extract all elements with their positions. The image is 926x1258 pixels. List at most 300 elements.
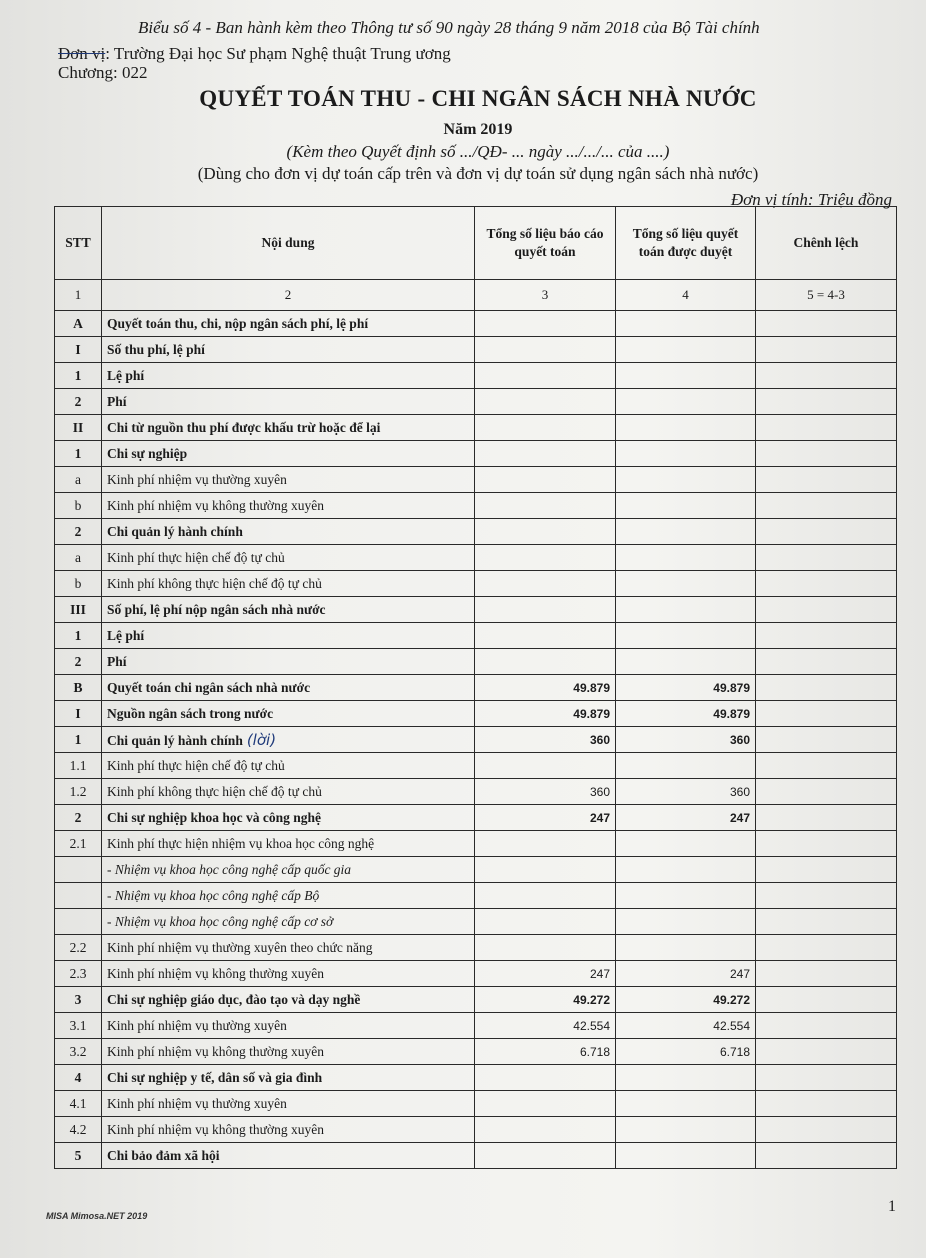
row-reported-value — [475, 467, 616, 493]
row-reported-value — [475, 701, 616, 727]
row-content — [102, 779, 475, 805]
row-stt-text: 1 — [74, 627, 82, 643]
row-reported-value — [475, 805, 616, 831]
row-content-text: Số phí, lệ phí nộp ngân sách nhà nước — [107, 601, 326, 617]
row-content-text: Quyết toán thu, chi, nộp ngân sách phí, lệ phí — [107, 315, 369, 331]
row-reported-value — [475, 415, 616, 441]
row-stt — [55, 571, 102, 597]
row-approved-value — [616, 779, 756, 805]
row-approved-value — [616, 805, 756, 831]
table-row — [55, 415, 897, 441]
column-index: 3 — [475, 280, 616, 311]
row-content-text: - Nhiệm vụ khoa học công nghệ cấp cơ sở — [107, 913, 334, 929]
row-content — [102, 675, 475, 701]
row-approved-value-text: 360 — [729, 732, 750, 747]
row-stt-text: b — [74, 575, 82, 591]
col-header-approved: Tổng số liệu quyết toán được duyệt — [616, 207, 756, 280]
row-stt-text: III — [70, 601, 86, 617]
table-row — [55, 389, 897, 415]
row-content — [102, 805, 475, 831]
row-approved-value — [616, 1013, 756, 1039]
row-stt — [55, 597, 102, 623]
table-row — [55, 1039, 897, 1065]
row-content — [102, 311, 475, 337]
row-reported-value-text: 247 — [589, 810, 610, 825]
row-content — [102, 909, 475, 935]
row-approved-value-text: 360 — [729, 784, 750, 799]
row-content — [102, 363, 475, 389]
row-content-text: Kinh phí nhiệm vụ không thường xuyên — [107, 1043, 324, 1059]
row-content-text: Chi sự nghiệp y tế, dân số và gia đình — [107, 1069, 323, 1085]
row-approved-value-text: 247 — [729, 966, 750, 981]
row-stt — [55, 779, 102, 805]
row-difference-value — [756, 753, 897, 779]
row-content-text: Chi quản lý hành chính — [107, 732, 243, 748]
row-difference-value — [756, 1143, 897, 1169]
row-reported-value — [475, 623, 616, 649]
row-approved-value — [616, 1039, 756, 1065]
col-header-content: Nội dung — [102, 207, 475, 280]
column-index: 4 — [616, 280, 756, 311]
row-content-text: Chi sự nghiệp — [107, 445, 188, 461]
row-reported-value — [475, 831, 616, 857]
row-content — [102, 857, 475, 883]
table-row — [55, 831, 897, 857]
row-content — [102, 519, 475, 545]
row-stt-text: 4.2 — [69, 1121, 87, 1137]
table-row — [55, 363, 897, 389]
row-reported-value — [475, 441, 616, 467]
row-content-text: Phí — [107, 653, 127, 669]
row-stt — [55, 415, 102, 441]
row-reported-value — [475, 909, 616, 935]
row-content — [102, 961, 475, 987]
table-row — [55, 701, 897, 727]
row-approved-value — [616, 623, 756, 649]
row-stt-text: 1 — [74, 445, 82, 461]
unit-name: : Trường Đại học Sư phạm Nghệ thuật Trung ương — [105, 44, 451, 63]
row-stt — [55, 805, 102, 831]
row-difference-value — [756, 519, 897, 545]
row-content — [102, 545, 475, 571]
row-stt — [55, 311, 102, 337]
row-content — [102, 389, 475, 415]
row-content-text: Kinh phí thực hiện nhiệm vụ khoa học công nghệ — [107, 835, 375, 851]
row-stt — [55, 493, 102, 519]
row-stt — [55, 909, 102, 935]
row-stt-text: 3.1 — [69, 1017, 87, 1033]
row-content — [102, 337, 475, 363]
row-difference-value — [756, 1013, 897, 1039]
row-approved-value — [616, 1143, 756, 1169]
row-stt — [55, 961, 102, 987]
row-reported-value — [475, 987, 616, 1013]
row-content-text: Chi bảo đảm xã hội — [107, 1147, 220, 1163]
row-stt — [55, 389, 102, 415]
row-content — [102, 415, 475, 441]
row-difference-value — [756, 961, 897, 987]
col-header-difference: Chênh lệch — [756, 207, 897, 280]
row-approved-value — [616, 389, 756, 415]
row-content-text: Chi sự nghiệp khoa học và công nghệ — [107, 809, 322, 825]
row-reported-value — [475, 597, 616, 623]
row-approved-value-text: 42.554 — [713, 1018, 750, 1033]
row-reported-value — [475, 961, 616, 987]
row-content — [102, 1091, 475, 1117]
row-approved-value — [616, 363, 756, 389]
currency-unit: Đơn vị tính: Triệu đồng — [730, 190, 892, 209]
row-reported-value — [475, 1091, 616, 1117]
row-content — [102, 1065, 475, 1091]
row-content — [102, 441, 475, 467]
row-difference-value — [756, 883, 897, 909]
row-content-text: Quyết toán chi ngân sách nhà nước — [107, 679, 311, 695]
row-reported-value — [475, 519, 616, 545]
row-approved-value-text: 49.879 — [713, 680, 750, 695]
row-difference-value — [756, 1039, 897, 1065]
row-content-text: - Nhiệm vụ khoa học công nghệ cấp Bộ — [107, 887, 320, 903]
table-row — [55, 1143, 897, 1169]
row-content — [102, 883, 475, 909]
row-approved-value-text: 49.272 — [713, 992, 750, 1007]
row-reported-value — [475, 857, 616, 883]
row-stt-text: 3.2 — [69, 1043, 87, 1059]
row-difference-value — [756, 1091, 897, 1117]
table-row — [55, 597, 897, 623]
row-stt-text: 2 — [74, 393, 82, 409]
row-reported-value — [475, 1013, 616, 1039]
row-stt-text: I — [75, 341, 81, 357]
row-difference-value — [756, 649, 897, 675]
row-content — [102, 571, 475, 597]
table-row — [55, 519, 897, 545]
row-approved-value-text: 247 — [729, 810, 750, 825]
row-stt — [55, 1117, 102, 1143]
row-stt — [55, 467, 102, 493]
row-content-text: Kinh phí nhiệm vụ thường xuyên — [107, 471, 287, 487]
row-content-text: Kinh phí nhiệm vụ không thường xuyên — [107, 1121, 324, 1137]
row-content — [102, 753, 475, 779]
row-reported-value — [475, 883, 616, 909]
row-stt-text: 2 — [74, 653, 82, 669]
row-approved-value — [616, 571, 756, 597]
row-stt — [55, 935, 102, 961]
row-content-text: Lệ phí — [107, 627, 145, 643]
row-reported-value-text: 42.554 — [573, 1018, 610, 1033]
row-approved-value — [616, 675, 756, 701]
row-approved-value — [616, 441, 756, 467]
table-row — [55, 1013, 897, 1039]
table-row — [55, 467, 897, 493]
document-title: QUYẾT TOÁN THU - CHI NGÂN SÁCH NHÀ NƯỚC — [199, 86, 757, 111]
row-stt — [55, 857, 102, 883]
row-reported-value — [475, 935, 616, 961]
row-stt — [55, 831, 102, 857]
row-approved-value — [616, 545, 756, 571]
row-content-text: Chi sự nghiệp giáo dục, đào tạo và dạy nghề — [107, 991, 361, 1007]
row-stt — [55, 727, 102, 753]
row-difference-value — [756, 831, 897, 857]
row-stt-text: 2 — [74, 809, 82, 825]
table-row — [55, 571, 897, 597]
column-index-row — [55, 280, 897, 311]
row-stt — [55, 1039, 102, 1065]
table-row — [55, 753, 897, 779]
row-content — [102, 1039, 475, 1065]
row-stt — [55, 1143, 102, 1169]
table-row — [55, 441, 897, 467]
row-stt-text: 1 — [74, 731, 82, 747]
unit-line — [58, 44, 451, 64]
row-difference-value — [756, 701, 897, 727]
table-row — [55, 1065, 897, 1091]
table-row — [55, 727, 897, 753]
row-stt — [55, 1091, 102, 1117]
unit-prefix: Đơn vị — [58, 44, 106, 63]
row-content — [102, 987, 475, 1013]
row-content-text: Kinh phí nhiệm vụ không thường xuyên — [107, 965, 324, 981]
row-reported-value-text: 360 — [589, 784, 610, 799]
row-reported-value-text: 247 — [589, 966, 610, 981]
row-stt-text: 2.3 — [69, 965, 87, 981]
row-stt — [55, 623, 102, 649]
row-reported-value-text: 360 — [589, 732, 610, 747]
attachment-note: (Kèm theo Quyết định số .../QĐ- ... ngày .../.../... của ....) — [286, 142, 670, 161]
row-approved-value — [616, 1065, 756, 1091]
row-stt-text: 1.2 — [69, 783, 87, 799]
row-approved-value — [616, 753, 756, 779]
row-approved-value — [616, 519, 756, 545]
row-content-text: Kinh phí nhiệm vụ thường xuyên — [107, 1017, 287, 1033]
row-reported-value — [475, 727, 616, 753]
row-approved-value — [616, 831, 756, 857]
row-difference-value — [756, 415, 897, 441]
row-stt — [55, 1065, 102, 1091]
row-content-text: Kinh phí nhiệm vụ thường xuyên theo chức năng — [107, 939, 373, 955]
row-reported-value-text: 49.272 — [573, 992, 610, 1007]
row-reported-value — [475, 675, 616, 701]
row-stt-text: a — [75, 471, 81, 487]
row-difference-value — [756, 675, 897, 701]
row-reported-value — [475, 1117, 616, 1143]
row-content-text: Chi quản lý hành chính — [107, 523, 243, 539]
col-header-reported: Tổng số liệu báo cáo quyết toán — [475, 207, 616, 280]
software-footer: MISA Mimosa.NET 2019 — [46, 1211, 148, 1221]
row-approved-value — [616, 961, 756, 987]
row-difference-value — [756, 597, 897, 623]
row-stt — [55, 883, 102, 909]
table-row — [55, 883, 897, 909]
row-approved-value — [616, 701, 756, 727]
row-difference-value — [756, 571, 897, 597]
row-approved-value-text: 49.879 — [713, 706, 750, 721]
row-difference-value — [756, 857, 897, 883]
table-row — [55, 805, 897, 831]
row-stt-text: I — [75, 705, 81, 721]
table-row — [55, 987, 897, 1013]
col-header-stt: STT — [55, 207, 102, 280]
row-reported-value-text: 6.718 — [579, 1044, 610, 1059]
row-approved-value — [616, 467, 756, 493]
row-content — [102, 831, 475, 857]
row-difference-value — [756, 623, 897, 649]
table-row — [55, 649, 897, 675]
table-row — [55, 935, 897, 961]
row-stt-text: 2 — [74, 523, 82, 539]
row-stt-text: a — [75, 549, 81, 565]
table-row — [55, 623, 897, 649]
settlement-table — [54, 206, 897, 1169]
row-content-text: Kinh phí không thực hiện chế độ tự chủ — [107, 575, 322, 591]
row-stt-text: 2.1 — [69, 835, 87, 851]
row-approved-value — [616, 597, 756, 623]
row-content-text: Chi từ nguồn thu phí được khấu trừ hoặc để lại — [107, 419, 381, 435]
row-reported-value — [475, 1065, 616, 1091]
column-index: 1 — [55, 280, 102, 311]
row-difference-value — [756, 779, 897, 805]
row-stt — [55, 675, 102, 701]
row-content-text: Nguồn ngân sách trong nước — [107, 705, 274, 721]
row-content — [102, 701, 475, 727]
row-approved-value — [616, 909, 756, 935]
row-stt — [55, 545, 102, 571]
row-content-text: - Nhiệm vụ khoa học công nghệ cấp quốc gia — [107, 861, 352, 877]
row-stt-text: 4 — [74, 1069, 82, 1085]
row-approved-value — [616, 1117, 756, 1143]
report-year: Năm 2019 — [443, 121, 513, 138]
row-stt-text: 2.2 — [69, 939, 87, 955]
row-approved-value — [616, 883, 756, 909]
row-difference-value — [756, 337, 897, 363]
row-stt-text: 3 — [74, 991, 82, 1007]
table-row — [55, 857, 897, 883]
row-content-text: Kinh phí nhiệm vụ thường xuyên — [107, 1095, 287, 1111]
row-difference-value — [756, 805, 897, 831]
chapter-code: Chương: 022 — [58, 63, 148, 82]
page-number: 1 — [888, 1198, 896, 1215]
row-content-text: Kinh phí không thực hiện chế độ tự chủ — [107, 783, 322, 799]
row-content — [102, 1117, 475, 1143]
row-reported-value — [475, 779, 616, 805]
row-approved-value — [616, 337, 756, 363]
row-content-text: Số thu phí, lệ phí — [107, 341, 205, 357]
row-reported-value — [475, 311, 616, 337]
row-approved-value — [616, 415, 756, 441]
row-content — [102, 597, 475, 623]
row-reported-value — [475, 753, 616, 779]
row-content-text: Kinh phí thực hiện chế độ tự chủ — [107, 757, 285, 773]
row-stt-text: A — [73, 315, 83, 331]
row-content-text: Lệ phí — [107, 367, 145, 383]
row-reported-value — [475, 389, 616, 415]
row-difference-value — [756, 493, 897, 519]
row-content — [102, 1143, 475, 1169]
row-content — [102, 649, 475, 675]
row-approved-value-text: 6.718 — [719, 1044, 750, 1059]
row-content-text: Kinh phí thực hiện chế độ tự chủ — [107, 549, 285, 565]
row-content — [102, 623, 475, 649]
row-reported-value — [475, 363, 616, 389]
row-difference-value — [756, 389, 897, 415]
row-approved-value — [616, 649, 756, 675]
row-stt — [55, 701, 102, 727]
row-difference-value — [756, 935, 897, 961]
table-row — [55, 779, 897, 805]
row-reported-value — [475, 545, 616, 571]
usage-note: (Dùng cho đơn vị dự toán cấp trên và đơn vị dự toán sử dụng ngân sách nhà nước) — [197, 164, 759, 183]
row-stt-text: 4.1 — [69, 1095, 87, 1111]
table-row — [55, 337, 897, 363]
row-stt-text: 1 — [74, 367, 82, 383]
row-difference-value — [756, 1117, 897, 1143]
row-stt — [55, 519, 102, 545]
row-difference-value — [756, 1065, 897, 1091]
row-difference-value — [756, 727, 897, 753]
row-difference-value — [756, 441, 897, 467]
row-content-text: Kinh phí nhiệm vụ không thường xuyên — [107, 497, 324, 513]
row-approved-value — [616, 935, 756, 961]
form-note: Biểu số 4 - Ban hành kèm theo Thông tư số 90 ngày 28 tháng 9 năm 2018 của Bộ Tài chính — [138, 18, 760, 37]
row-reported-value — [475, 1039, 616, 1065]
table-header-row — [55, 207, 897, 280]
row-content — [102, 493, 475, 519]
table-row — [55, 311, 897, 337]
row-content — [102, 467, 475, 493]
row-approved-value — [616, 1091, 756, 1117]
column-index: 5 = 4-3 — [756, 280, 897, 311]
column-index: 2 — [102, 280, 475, 311]
row-stt — [55, 337, 102, 363]
row-stt — [55, 987, 102, 1013]
row-stt-text: II — [72, 419, 84, 435]
row-content — [102, 935, 475, 961]
row-stt — [55, 753, 102, 779]
row-reported-value — [475, 571, 616, 597]
row-approved-value — [616, 857, 756, 883]
table-row — [55, 493, 897, 519]
row-stt — [55, 363, 102, 389]
row-reported-value — [475, 649, 616, 675]
row-content-text: Phí — [107, 393, 127, 409]
table-row — [55, 545, 897, 571]
row-stt — [55, 1013, 102, 1039]
row-reported-value — [475, 493, 616, 519]
row-stt-text: b — [74, 497, 82, 513]
row-approved-value — [616, 987, 756, 1013]
table-row — [55, 1091, 897, 1117]
row-reported-value-text: 49.879 — [573, 706, 610, 721]
table-row — [55, 1117, 897, 1143]
row-content — [102, 727, 475, 753]
table-row — [55, 909, 897, 935]
table-row — [55, 675, 897, 701]
row-difference-value — [756, 363, 897, 389]
row-stt — [55, 441, 102, 467]
handwritten-note: (lời) — [246, 730, 277, 749]
row-difference-value — [756, 467, 897, 493]
row-difference-value — [756, 909, 897, 935]
row-content — [102, 1013, 475, 1039]
row-approved-value — [616, 311, 756, 337]
row-difference-value — [756, 987, 897, 1013]
row-stt-text: 5 — [74, 1147, 82, 1163]
row-difference-value — [756, 545, 897, 571]
row-stt-text: 1.1 — [69, 757, 87, 773]
row-stt-text: B — [73, 679, 83, 695]
row-reported-value — [475, 337, 616, 363]
table-row — [55, 961, 897, 987]
row-approved-value — [616, 493, 756, 519]
